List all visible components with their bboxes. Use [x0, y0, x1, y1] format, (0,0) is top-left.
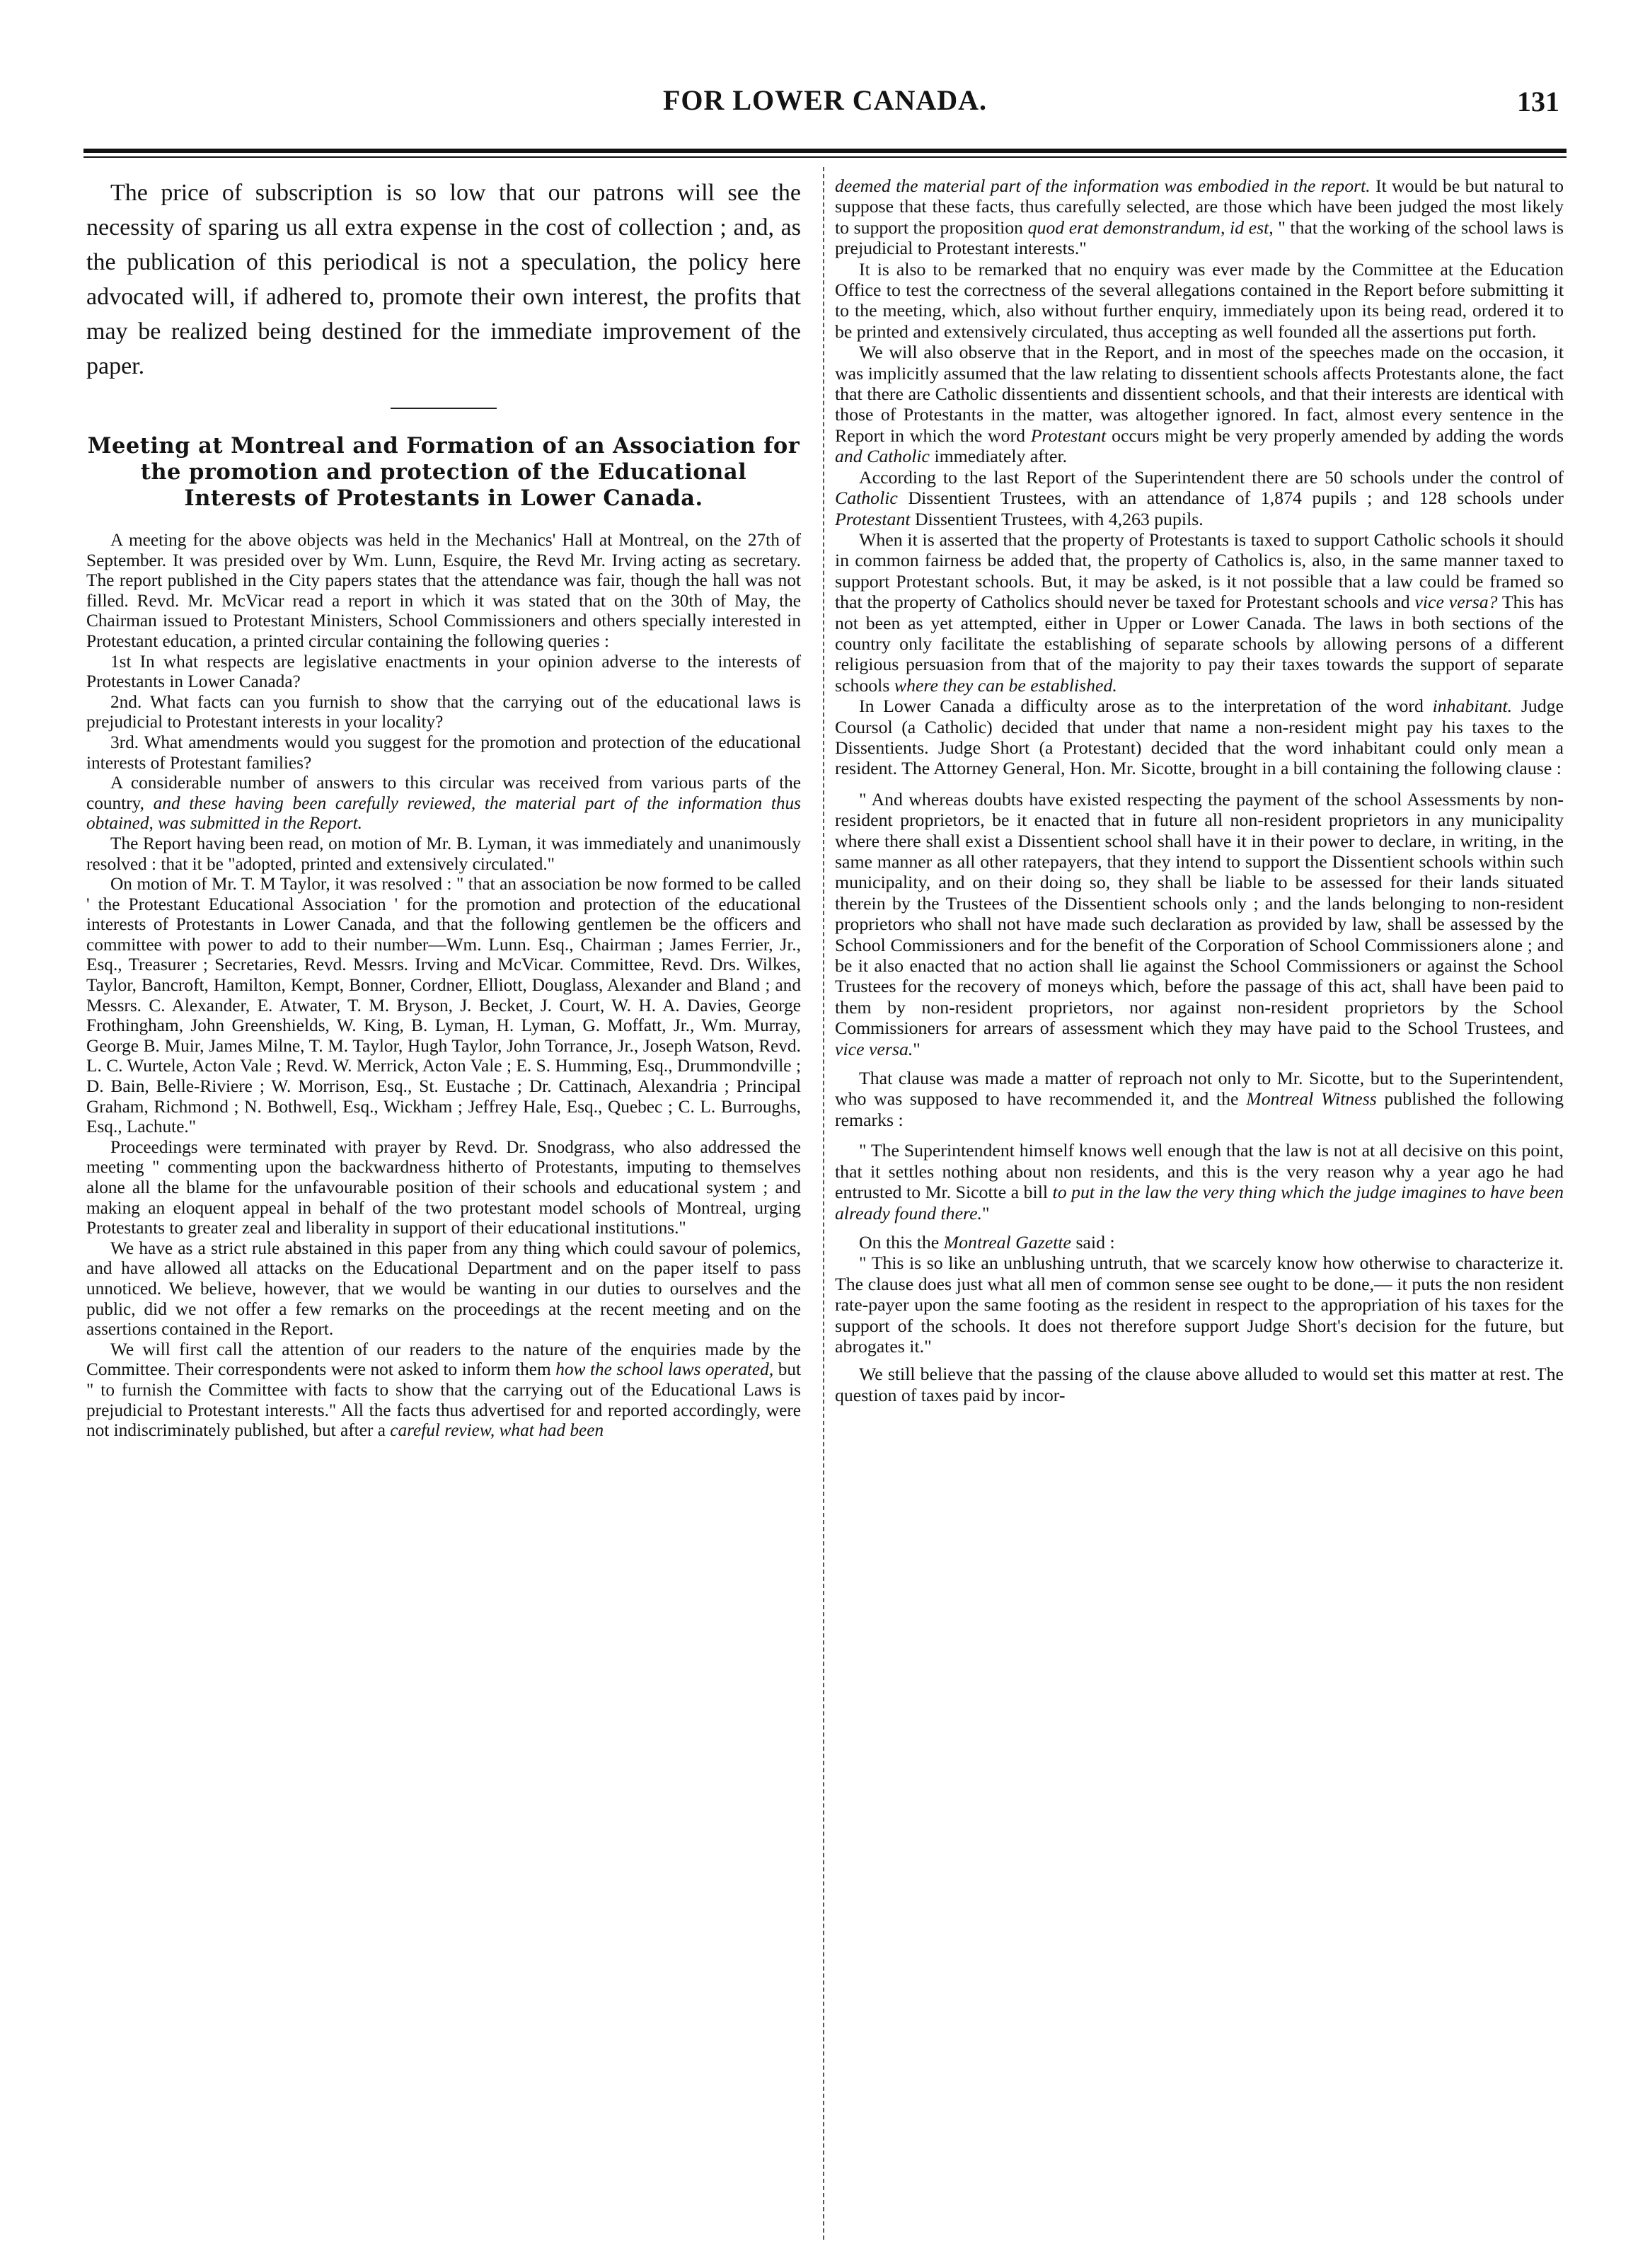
paragraph-proceedings: Proceedings were terminated with prayer by Revd. Dr. Snodgrass, who also addressed the meeting " commenting upon the backwardness hitherto of Protestants, imputing to themselves alone all the blame for the unfavourable position of their schools and educational system ; and making an eloquent appeal in behalf of the two protestant model schools of Montreal, urging Protestants to greater zeal and liberality in support of their educational institutions."	[86, 1136, 801, 1238]
paragraph-no-enquiry: It is also to be remarked that no enquiry was ever made by the Committee at the Education Office to test the correctness of the several allegations contained in the Report before submitting it to the meeting, which, also without further enquiry, immediately upon its being read, ordered it to be printed and extensively circulated, thus accepting as well founded all the assertions put forth.	[835, 258, 1564, 342]
enquiries-italic-d: careful review, what had been	[390, 1420, 604, 1441]
left-column	[86, 175, 801, 1441]
interpretation-italic-b: inhabitant.	[1432, 696, 1513, 717]
continuation-italic: deemed the material part of the information was embodied in the report.	[835, 175, 1371, 196]
witness-quote-italic: to put in the law the very thing which the judge imagines to have been already found there.	[835, 1182, 1564, 1224]
statistics-italic-d: Protestant	[835, 508, 911, 529]
paragraph-resolution: The Report having been read, on motion of Mr. B. Lyman, it was immediately and unanimously resolved : that it be "adopted, printed and extensively circulated."	[86, 833, 801, 874]
header-rule-thick	[83, 149, 1567, 153]
paragraph-answers	[86, 773, 801, 834]
page-number: 131	[1517, 86, 1559, 117]
paragraph-dissentients	[835, 342, 1564, 466]
newspaper-page	[83, 0, 1567, 2268]
paragraph-continuation	[835, 175, 1564, 259]
bill-clause-italic: vice versa.	[835, 1038, 913, 1059]
interpretation-text-a: In Lower Canada a difficulty arose as to the interpretation of the word	[859, 696, 1424, 717]
latin-phrase: quod erat demonstrandum, id est,	[1027, 217, 1274, 238]
dissentients-italic-d: and Catholic	[835, 446, 930, 467]
paragraph-meeting: A meeting for the above objects was held in the Mechanics' Hall at Montreal, on the 27th of September. It was presided over by Wm. Lunn, Esquire, the Revd Mr. Irving acting as secretary. The report published in the City papers states that the attendance was fair, though the hall was not filled. Revd. Mr. McVicar read a report in which it was stated that on the 30th of May, the Chairman issued to Protestant Ministers, School Commissioners and others specially interested in Protestant education, a printed circular containing the following queries :	[86, 530, 801, 651]
quote-witness	[835, 1140, 1564, 1224]
dissentients-text-e: immediately after.	[934, 446, 1068, 467]
query-3: 3rd. What amendments would you suggest for the promotion and protection of the educational interests of Protestant families?	[86, 732, 801, 773]
query-1: 1st In what respects are legislative enactments in your opinion adverse to the interests of Protestants in Lower Canada?	[86, 651, 801, 692]
running-head: FOR LOWER CANADA.	[662, 84, 988, 116]
paragraph-editorial-rule: We have as a strict rule abstained in this paper from any thing which could savour of polemics, and have allowed all attacks on the Educational Department and on the paper itself to pass unnoticed. We believe, however, that we would be wanting in our duties to ourselves and the public, did we not offer a few remarks on the proceedings at the recent meeting and on the assertions contained in the Report.	[86, 1238, 801, 1340]
article-body	[86, 530, 801, 1441]
right-column	[835, 175, 1564, 1405]
taxation-italic-d: where they can be established.	[894, 674, 1117, 696]
paragraph-interpretation	[835, 696, 1564, 779]
reproach-text-c: published the following remarks :	[835, 1088, 1564, 1130]
query-2: 2nd. What facts can you furnish to show that the carrying out of the educational laws is prejudicial to Protestant interests in your locality?	[86, 691, 801, 732]
column-divider	[823, 167, 824, 2240]
paragraph-statistics	[835, 467, 1564, 529]
statistics-text-e: Dissentient Trustees, with 4,263 pupils.	[914, 508, 1204, 529]
answers-text: A considerable number of answers to this circular was received from various parts of the country,	[86, 773, 801, 813]
interpretation-text-c: Judge Coursol (a Catholic) decided that under that name a non-resident might pay his taxes to the Dissentients. Judge Short (a Protestant) decided that the word inhabitant could only mean a resident. The Attorney General, Hon. Mr. Sicotte, brought in a bill containing the following clause :	[835, 696, 1564, 779]
dissentients-italic-b: Protestant	[1030, 425, 1107, 446]
intro-paragraph: The price of subscription is so low that our patrons will see the necessity of sparing us all extra expense in the cost of collection ; and, as the publication of this periodical is not a speculation, the policy here advocated will, if adhered to, promote their own interest, the profits that may be realized being destined for the immediate improvement of the paper.	[86, 180, 801, 379]
dissentients-text-c: occurs might be very properly amended by adding the words	[1112, 425, 1564, 446]
answers-italic: and these having been carefully reviewed, the material part of the information thus obtained, was submitted in the Report.	[86, 793, 801, 834]
bill-clause-text: " And whereas doubts have existed respecting the payment of the school Assessments by non-resident proprietors, be it enacted that in future all non-resident proprietors in any municipality where there shall exist a Dissentient school shall have it in their power to declare, in writing, in the same manner as all other ratepayers, that they intend to support the Dissentient schools within such municipality, and on their doing so, they shall be liable to be assessed for their lands situated therein by the Trustees of the Dissentient schools only ; and the lands belonging to non-resident proprietors who shall not have made such declaration as provided by law, shall be assessed by the School Commissioners and for the benefit of the Corporation of School Commissioners alone ; and be it also enacted that no action shall lie against the School Commissioners or against the School Trustees for the recovery of moneys which, before the passage of this act, shall have been paid to them by non-resident proprietors, nor against non-resident proprietors by the School Commissioners for arrears of assessment which they may have paid to the School Trustees, and	[835, 788, 1564, 1039]
enquiries-text-a: We will first call the attention of our readers to the nature of the enquiries made by the Committee. Their correspondents were not asked to inform them	[86, 1339, 801, 1380]
reproach-text-a: That clause was made a matter of reproach not only to Mr. Sicotte, but to the Superintendent, who was supposed to have recommended it, and the	[835, 1068, 1564, 1110]
paragraph-gazette-intro	[835, 1232, 1564, 1253]
article-heading: Meeting at Montreal and Formation of an Association for the promotion and protection of the Educational Interests of Protestants in Lower Canada.	[87, 433, 800, 511]
statistics-italic-b: Catholic	[835, 488, 898, 509]
statistics-text-a: According to the last Report of the Superintendent there are 50 schools under the control of	[859, 466, 1564, 488]
section-separator	[391, 408, 497, 409]
dissentients-text-a: We will also observe that in the Report, and in most of the speeches made on the occasion, it was implicitly assumed that the law relating to dissentient schools affects Protestants alone, the fact that there are Catholic dissentients and dissentient schools, and that their interests are identical with those of Protestants in the matter, was altogether ignored. In fact, almost every sentence in the Report in which the word	[835, 342, 1564, 446]
article-body-continued	[835, 175, 1564, 1405]
continuation-text-c: " that the working of the school laws is prejudicial to Protestant interests."	[835, 217, 1564, 259]
statistics-text-c: Dissentient Trustees, with an attendance of 1,874 pupils ; and 128 schools under	[908, 488, 1564, 509]
continuation-text-a: It would be but natural to suppose that these facts, thus carefully selected, are those which have been judged the most likely to support the proposition	[835, 175, 1564, 238]
quote-gazette: " This is so like an unblushing untruth, that we scarcely know how otherwise to characterize it. The clause does just what all men of common sense see ought to be done,— it puts the non resident rate-payer upon the same footing as the resident in respect to the appropriation of his taxes for the support of the schools. It does not therefore support Judge Short's decision for the future, but abrogates it."	[835, 1253, 1564, 1357]
enquiries-italic-b: how the school laws operated,	[555, 1359, 774, 1380]
witness-quote-text: " The Superintendent himself knows well enough that the law is not at all decisive on this point, that it settles nothing about non residents, and this is the very reason why a year ago he had entrusted to Mr. Sicotte a bill	[835, 1140, 1564, 1203]
taxation-italic-b: vice versa?	[1414, 592, 1498, 613]
page-header	[83, 84, 1567, 140]
paragraph-taxation	[835, 529, 1564, 696]
taxation-text-c: This has not been as yet attempted, either in Upper or Lower Canada. The laws in both sections of the country only facilitate the establishing of separate schools by allowing persons of a different religious persuasion from that of the majority to pay their taxes towards the support of separate schools	[835, 592, 1564, 696]
paragraph-reproach	[835, 1068, 1564, 1130]
gazette-text-c: said :	[1075, 1231, 1115, 1253]
witness-closing-quote: "	[982, 1202, 990, 1224]
witness-title: Montreal Witness	[1246, 1088, 1377, 1110]
paragraph-enquiries	[86, 1340, 801, 1441]
header-rule-thin	[83, 156, 1567, 158]
paragraph-association: On motion of Mr. T. M Taylor, it was resolved : " that an association be now formed to be called ' the Protestant Educational Association ' for the promotion and protection of the educational interests of Protestants in Lower Canada, and that the following gentlemen be the officers and committee with power to add to their number—Wm. Lunn. Esq., Chairman ; James Ferrier, Jr., Esq., Treasurer ; Secretaries, Revd. Messrs. Irving and McVicar. Committee, Revd. Drs. Wilkes, Taylor, Bancroft, Hamilton, Kempt, Bonner, Cordner, Elliott, Douglass, Alexander and Bland ; and Messrs. C. Alexander, E. Atwater, T. M. Bryson, J. Becket, J. Court, W. H. A. Davies, George Frothingham, John Greenshields, W. King, B. Lyman, H. Lyman, G. Moffatt, Jr., Wm. Murray, George B. Muir, James Milne, T. M. Taylor, Hugh Taylor, John Torrance, Jr., Joseph Watson, Revd. L. C. Wurtele, Acton Vale ; Revd. W. Merrick, Acton Vale ; E. S. Humming, Esq., Drummondville ; D. Bain, Belle-Riviere ; W. Morrison, Esq., St. Eustache ; Dr. Cattinach, Alexandria ; Principal Graham, Richmond ; N. Bothwell, Esq., Wickham ; Jeffrey Hale, Esq., Quebec ; C. L. Burroughs, Esq., Lachute."	[86, 874, 801, 1137]
gazette-title: Montreal Gazette	[943, 1231, 1071, 1253]
intro-section	[86, 175, 801, 384]
enquiries-text-c: but " to furnish the Committee with facts to show that the carrying out of the Educational Laws is prejudicial to Protestant interests." All the facts thus advertised for and reported accordingly, were not indiscriminately published, but after a	[86, 1359, 802, 1441]
bill-clause-closing-quote: "	[913, 1038, 921, 1059]
taxation-text-a: When it is asserted that the property of Protestants is taxed to support Catholic schools it should in common fairness be added that, the property of Catholics is, also, in the same manner taxed to support Protestant schools. But, it may be asked, is it not possible that a law could be framed so that the property of Catholics should never be taxed for Protestant schools and	[835, 529, 1564, 613]
gazette-text-a: On this the	[859, 1231, 940, 1253]
quote-bill-clause	[835, 789, 1564, 1059]
paragraph-closing: We still believe that the passing of the clause above alluded to would set this matter at rest. The question of taxes paid by incor-	[835, 1364, 1564, 1405]
